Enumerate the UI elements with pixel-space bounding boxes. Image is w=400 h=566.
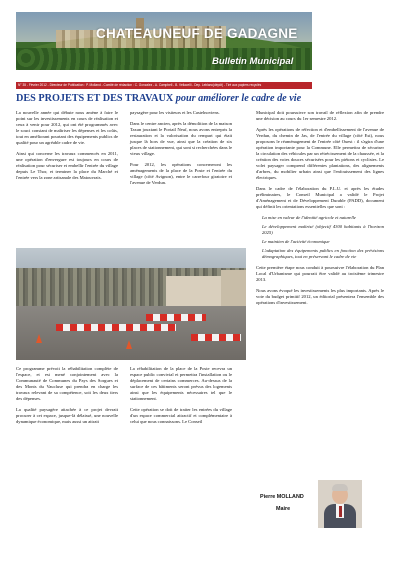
paragraph: Dans le cadre de l'élaboration du P.L.U. et après les études préliminaires, le Conseil Municipal a validé le Projet d'Aménagement et de Développement Durable (PADD), document qui définit les orientations essentielles que sont : (256, 186, 384, 209)
orientation-item: Le maintien de l'activité économique (262, 239, 330, 244)
orientation-item: La mise en valeur de l'identité agricole et naturelle (262, 215, 356, 220)
bulletin-subtitle: Bulletin Municipal (212, 56, 294, 67)
paragraph: Cette première étape nous conduit à poursuivre l'élaboration du Plan Local d'Urbanisme qui pourrait être validé au troisième trimestre 2013. (256, 265, 384, 282)
paragraph: Ce programme prévoit la réhabilitation complète de l'espace, et est mené conjointement avec la Communauté de Communes du Pays des Sorgues et des Monts du Vaucluse qui prendra en charge les travaux relevant de sa compétence, soit les deux tiers des dépenses. (16, 366, 118, 401)
photo-building (166, 276, 226, 310)
column-right (256, 110, 384, 311)
paragraph: Municipal doit poursuivre son travail de réflexion afin de prendre une décision au cours du 1er semestre 2012. (256, 110, 384, 121)
photo-building (221, 270, 246, 310)
column-left-lower (16, 366, 118, 430)
paragraph: La qualité paysagère attachée à ce projet devrait procurer à cet espace, jusque-là délaissé, une nouvelle dynamique économique, mais aussi un attrait (16, 407, 118, 424)
mayor-name: Pierre MOLLAND (260, 494, 304, 500)
mayor-role: Maire (276, 506, 291, 512)
publication-info-band: N° 35 - Février 2012 - Directeur de Publication : P. Molland - Comité de rédaction : C. Gonzalez - A. Campbell - B. Veilacelli - Dep. Leblanc(dépôt) - Tiré aux papiers recyclés (16, 82, 312, 89)
orientation-item: Le développement maîtrisé (objectif 4300 habitants à l'horizon 2025) (262, 224, 384, 235)
paragraph: Après les opérations de réfection et d'embellissement de l'avenue de Verdun, du chemin de Jas, de l'entrée du village (côté Est), nous proposons le réaménagement de l'entrée côté Ouest : il s'agira d'une opération importante pour la Commune. Elle permettra de sécuriser la circulation des véhicules par un rétrécissement de la chaussée, et la création des voies douces sécurisées pour les piétons et cyclistes. Le volet paysager comprend différentes plantations, des alignements d'arbres, du mobilier urbain ainsi que l'enfouissement des lignes électriques. (256, 127, 384, 180)
paragraph: paysagère pour les visiteurs et les Castelnoviens. (130, 110, 220, 115)
paragraph: La nouvelle année qui débute nous amène à faire le point sur les investissements en cours de réalisation et ceux à venir pour 2012, qui ont été programmés avec le souci constant de maîtriser les dépenses et les coûts, tout en améliorant pourtant des équipements publics de qualité pour un agréable cadre de vie. (16, 110, 118, 145)
construction-barrier (146, 314, 206, 321)
traffic-cone (36, 334, 42, 343)
header-banner (16, 12, 312, 70)
page-headline (16, 93, 386, 104)
construction-barrier (191, 334, 241, 341)
portrait-tie (339, 506, 342, 517)
column-middle (130, 110, 232, 191)
construction-barrier (56, 324, 176, 331)
paragraph: Dans le centre ancien, après la démolition de la maison Taxan jouxtant le Portail Neuf, nous avons entrepris la restauration et la valorisation du rempart qui était jusque là hors de vue, ainsi que la création de six places de stationnement, qui sont si recherchées dans le vieux village. (130, 121, 232, 156)
column-middle-lower (130, 366, 232, 430)
bulletin-title: CHATEAUNEUF DE GADAGNE (96, 26, 298, 41)
paragraph: Nous avons évoqué les investissements les plus importants. Après le vote du budget primitif 2012, un éditorial présentera l'ensemble des opérations d'investissement. (256, 288, 384, 305)
paragraph: Pour 2012, les opérations concerneront les aménagements de la place de la Poste et l'entrée du village (côté Avignon), entre le carrefour giratoire et l'avenue de Verdun. (130, 162, 232, 185)
photo-road (16, 306, 246, 360)
mayor-portrait (318, 480, 362, 528)
paragraph: Ainsi qui concerne les travaux commencés en 2011, une opération d'envergure est toujours en cours de réalisation pour sécuriser et embellir l'entrée du village depuis Le Thor, et terminer la place du Marché et l'entrée vers la zone artisanale des Matouvrais. (16, 151, 118, 180)
headline-emphasis: pour améliorer le cadre de vie (175, 93, 302, 104)
portrait-hair (332, 484, 348, 491)
orientation-item: L'adaptation des équipements publics en fonction des prévisions démographiques, tout en préservant le cadre de vie (262, 248, 384, 259)
headline-main: DES PROJETS ET DES TRAVAUX (16, 93, 176, 104)
traffic-cone (126, 340, 132, 349)
column-left (16, 110, 118, 186)
paragraph: La réhabilitation de la place de la Poste recevra un espace public convivial et permettra l'installation ou le déplacement de certains commerces. Au-dessus de la surface de ces bâtiments seront prévus des logements ainsi que les équipements nécessaires tel que le stationnement. (130, 366, 232, 401)
roadworks-photo (16, 248, 246, 360)
paragraph: Cette opération se doit de traiter les entrées du village d'un espace commercial attractif et complémentaire à celui que nous connaissons. Le Conseil (130, 407, 232, 424)
